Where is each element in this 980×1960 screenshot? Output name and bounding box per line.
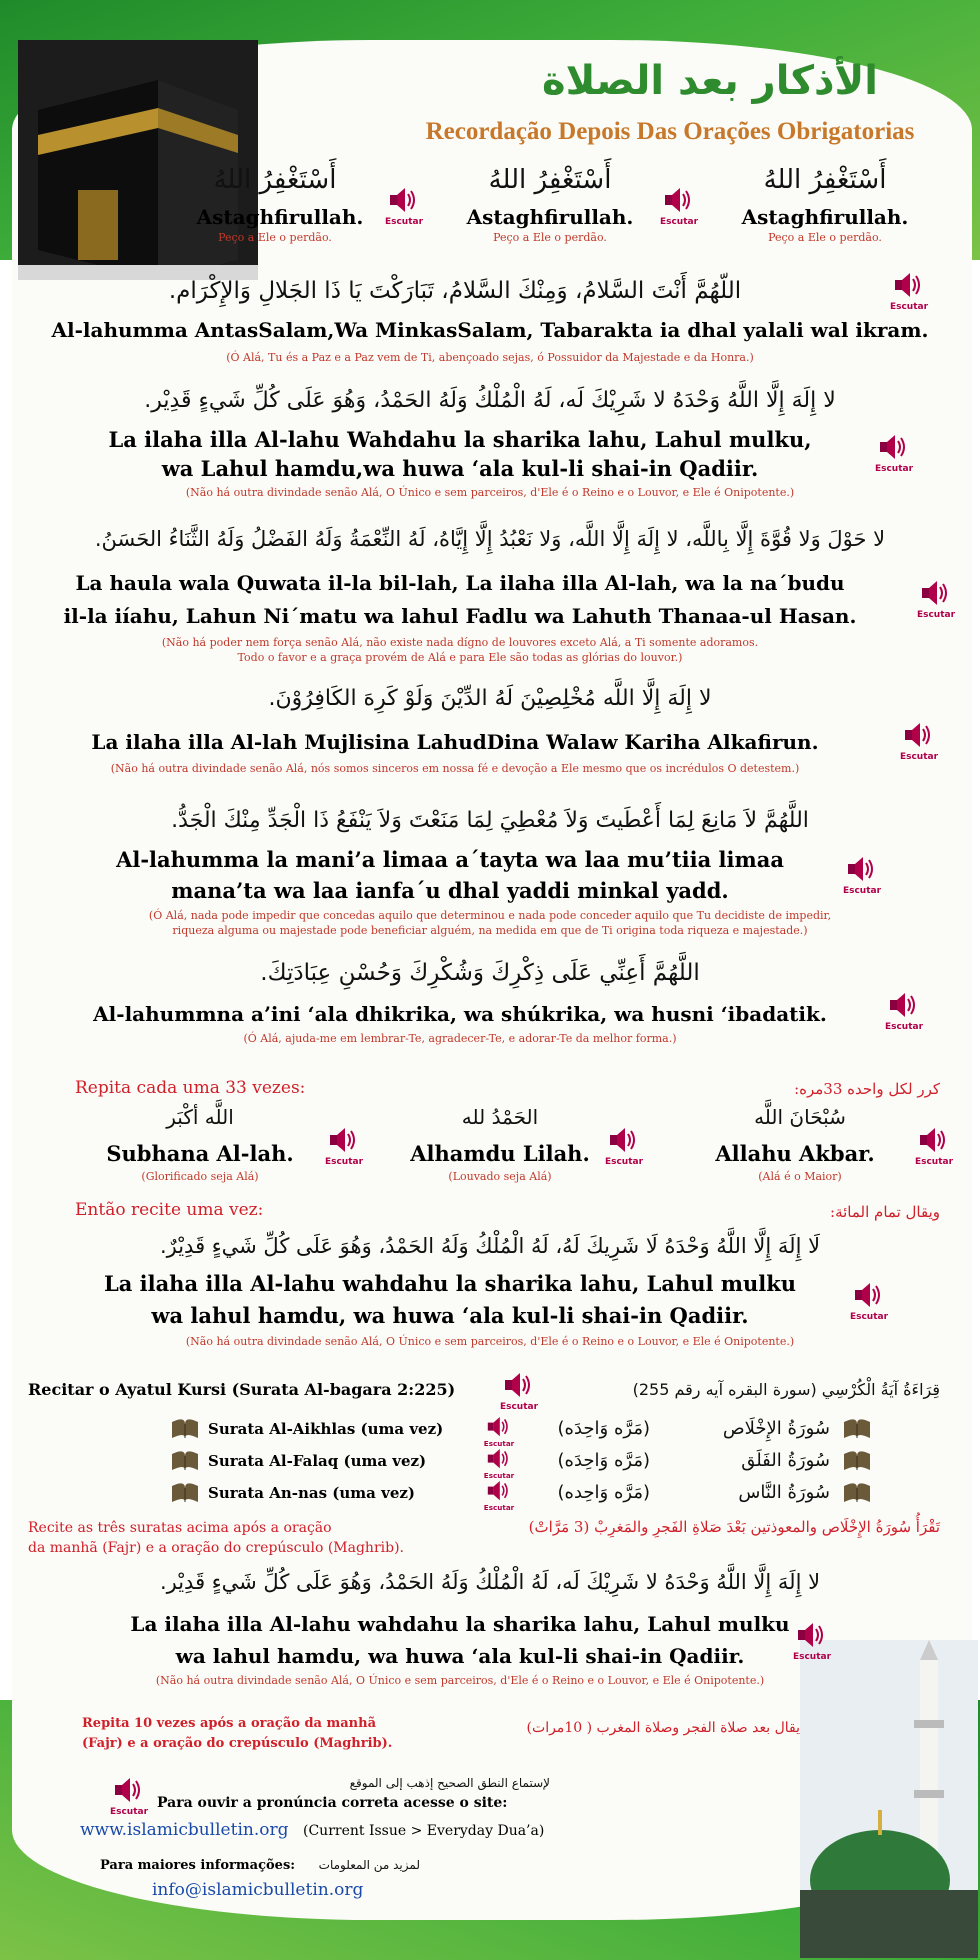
sura-name: Surata Al-Falaq (uma vez): [208, 1452, 427, 1470]
speaker-icon: [663, 185, 695, 219]
speaker-icon: [920, 578, 952, 612]
listen-button[interactable]: [788, 1620, 836, 1666]
speaker-icon: [486, 1479, 512, 1506]
final-translit: wa lahul hamdu, wa huwa ‘ala kul-li shai-in Qadiir.: [175, 1644, 745, 1668]
dua-meaning: (Ó Alá, Tu és a Paz e a Paz vem de Ti, abençoado sejas, ó Possuidor da Majestade e da Honra.): [226, 351, 754, 364]
istighfar-translit: Astaghfirullah.: [196, 205, 364, 229]
kaaba-image: [18, 40, 258, 280]
email-link[interactable]: info@islamicbulletin.org: [152, 1880, 364, 1900]
tasbih-meaning: (Alá é o Maior): [758, 1170, 842, 1183]
listen-label: Escutar: [792, 1652, 832, 1662]
dua-translit: il-la iíahu, Lahun Ni´matu wa lahul Fadlu wa Lahuth Thanaa-ul Hasan.: [63, 604, 857, 628]
listen-label: Escutar: [889, 302, 929, 312]
listen-button[interactable]: [480, 1479, 518, 1516]
listen-button[interactable]: [870, 432, 918, 478]
book-icon: [842, 1418, 872, 1440]
listen-button[interactable]: [885, 270, 933, 316]
final-meaning: (Não há outra divindade senão Alá, O Único e sem parceiros, d'Ele é o Reino e o Louvor, e Ele é Onipotente.): [155, 1674, 765, 1687]
istighfar-arabic: أَسْتَغْفِرُ اللهُ: [213, 165, 337, 195]
istighfar-translit: Astaghfirullah.: [741, 205, 909, 229]
repeat10-note: (Fajr) e a oração do crepúsculo (Maghrib).: [82, 1736, 393, 1751]
tasbih-translit: Alhamdu Lilah.: [410, 1141, 590, 1166]
speaker-icon: [893, 270, 925, 304]
istighfar-translit: Astaghfirullah.: [466, 205, 634, 229]
info-label: Para maiores informações:: [100, 1858, 296, 1873]
dua-meaning: (Não há poder nem força senão Alá, não existe nada dígno de louvores exceto Alá, a Ti somente adoramos.: [161, 636, 759, 649]
istighfar-meaning: Peço a Ele o perdão.: [493, 231, 607, 244]
sura-name-arabic: سُورَةُ الفَلَق: [741, 1450, 830, 1471]
speaker-icon: [796, 1620, 828, 1654]
listen-label: Escutar: [659, 217, 699, 227]
dua-meaning: (Ó Alá, ajuda-me em lembrar-Te, agradecer-Te, e adorar-Te da melhor forma.): [243, 1032, 677, 1045]
speaker-icon: [486, 1415, 512, 1442]
sura-times-arabic: (مَرَّه وَاحِدَه): [557, 1450, 650, 1471]
book-icon: [170, 1482, 200, 1504]
once-arabic: لَا إِلَهَ إِلَّا اللَّهُ وَحْدَهُ لَا شَرِيكَ لَهُ، لَهُ الْمُلْكُ وَلَهُ الحَمْدُ، وَهُوَ عَلَى كُلِّ شَيءٍ قَدِيْرٌ.: [159, 1234, 821, 1258]
listen-button[interactable]: [880, 990, 928, 1036]
dua-meaning: riqueza alguma ou majestade pode beneficiar alguém, na medida em que de Ti origina toda riqueza e majestade.): [172, 924, 808, 937]
suras-note: Recite as três suratas acima após a oração: [28, 1520, 332, 1536]
istighfar-meaning: Peço a Ele o perdão.: [218, 231, 332, 244]
once-translit: La ilaha illa Al-lahu wahdahu la sharika lahu, Lahul mulku: [103, 1271, 797, 1296]
tasbih-meaning: (Louvado seja Alá): [448, 1170, 552, 1183]
listen-button[interactable]: [912, 578, 960, 624]
book-icon: [842, 1450, 872, 1472]
website-link[interactable]: www.islamicbulletin.org: [80, 1820, 289, 1840]
listen-button[interactable]: [845, 1280, 893, 1326]
listen-note-arabic: لإستماع النطق الصحيح إذهب إلى الموقع: [349, 1776, 550, 1790]
dua-meaning: Todo o favor e a graça provém de Alá e para Ele são todas as glórias do louvor.): [237, 651, 683, 664]
istighfar-meaning: Peço a Ele o perdão.: [768, 231, 882, 244]
listen-label: Escutar: [899, 752, 939, 762]
dua-translit: La ilaha illa Al-lah Mujlisina LahudDina Walaw Kariha Alkafirun.: [91, 730, 819, 754]
dua-meaning: (Não há outra divindade senão Alá, O Único e sem parceiros, d'Ele é o Reino e o Louvor, e Ele é Onipotente.): [185, 486, 795, 499]
speaker-icon: [918, 1125, 950, 1159]
repeat10-note: Repita 10 vezes após a oração da manhã: [82, 1716, 376, 1731]
listen-button[interactable]: [105, 1775, 153, 1821]
speaker-icon: [878, 432, 910, 466]
dua-arabic: اللّهُمَّ أَنْتَ السَّلامُ، وَمِنْكَ السَّلامُ، تَبَارَكْتَ يَا ذَا الجَلالِ وَالإِكْرَام.: [168, 278, 742, 304]
info-label-arabic: لمزيد من المعلومات: [318, 1858, 420, 1872]
final-arabic: لا إِلَهَ إِلَّا اللَّهُ وَحْدَهُ لا شَرِيْكَ لَه، لَهُ الْمُلْكُ وَلَهُ الحَمْدُ، وَهُوَ عَلَى كُلِّ شَيءٍ قَدِيْر.: [159, 1570, 821, 1594]
page-subtitle: Recordação Depois Das Orações Obrigatorias: [425, 118, 915, 145]
istighfar-arabic: أَسْتَغْفِرُ اللهُ: [488, 165, 612, 195]
speaker-icon: [608, 1125, 640, 1159]
speaker-icon: [486, 1447, 512, 1474]
listen-button[interactable]: [495, 1370, 543, 1416]
kursi-label: Recitar o Ayatul Kursi (Surata Al-bagara 2:225): [28, 1380, 456, 1399]
website-path: (Current Issue > Everyday Dua’a): [303, 1823, 545, 1839]
tasbih-arabic: الحَمْدُ لله: [461, 1105, 539, 1129]
speaker-icon: [846, 854, 878, 888]
dua-translit: wa Lahul hamdu,wa huwa ‘ala kul-li shai-in Qadiir.: [161, 456, 759, 481]
speaker-icon: [503, 1370, 535, 1404]
listen-button[interactable]: [320, 1125, 368, 1171]
sura-times-arabic: (مَرَّه وَاحِده): [557, 1482, 650, 1503]
suras-note-arabic: تَقْرَأُ سُورَةُ الإِخْلَاص والمعوذتين بَعْدَ صَلاةِ الفَجرِ والمَغرِبْ (3 مَرَّاتْ): [528, 1518, 940, 1536]
dua-meaning: (Não há outra divindade senão Alá, nós somos sinceros em nossa fé e devoção a Ele mesmo que os incrédulos O detestem.): [110, 762, 800, 775]
listen-label: Escutar: [884, 1022, 924, 1032]
listen-label: Escutar: [874, 464, 914, 474]
book-icon: [842, 1482, 872, 1504]
mosque-image: [800, 1640, 978, 1958]
dua-arabic: اللَّهُمَّ أَعِنِّي عَلَى ذِكْرِكَ وَشُكْرِكَ وَحُسْنِ عِبَادَتِكَ.: [260, 960, 700, 986]
once-translit: wa lahul hamdu, wa huwa ‘ala kul-li shai-in Qadiir.: [151, 1303, 749, 1328]
speaker-icon: [853, 1280, 885, 1314]
once-meaning: (Não há outra divindade senão Alá, O Único e sem parceiros, d'Ele é o Reino e o Louvor, e Ele é Onipotente.): [185, 1335, 795, 1348]
listen-note: Para ouvir a pronúncia correta acesse o site:: [157, 1795, 508, 1811]
sura-name-arabic: سُورَةُ النَّاس: [738, 1482, 830, 1503]
listen-label: Escutar: [604, 1157, 644, 1167]
listen-button[interactable]: [838, 854, 886, 900]
sura-name: Surata An-nas (uma vez): [208, 1484, 415, 1502]
listen-label: Escutar: [384, 217, 424, 227]
page-title-arabic: الأذكار بعد الصلاة: [541, 58, 878, 104]
dua-translit: La haula wala Quwata il-la bil-lah, La ilaha illa Al-lah, wa la na´budu: [75, 571, 845, 595]
suras-note: da manhã (Fajr) e a oração do crepúsculo (Maghrib).: [28, 1540, 404, 1556]
sura-name: Surata Al-Aikhlas (uma vez): [208, 1420, 444, 1438]
speaker-icon: [888, 990, 920, 1024]
speaker-icon: [388, 185, 420, 219]
repeat33-label: Repita cada uma 33 vezes:: [75, 1078, 306, 1098]
dua-translit: La ilaha illa Al-lahu Wahdahu la sharika lahu, Lahul mulku,: [108, 427, 812, 452]
dua-translit: Al-lahumma la mani’a limaa a´tayta wa laa mu’tiia limaa: [116, 847, 784, 872]
once-label: Então recite uma vez:: [75, 1200, 264, 1220]
listen-button[interactable]: [600, 1125, 648, 1171]
listen-label: Escutar: [499, 1402, 539, 1412]
once-label-arabic: ويقال تمام المائة:: [830, 1203, 940, 1221]
tasbih-meaning: (Glorificado seja Alá): [141, 1170, 259, 1183]
speaker-icon: [903, 720, 935, 754]
dua-arabic: لا إِلَهَ إِلَّا اللَّه مُخْلِصِيْنَ لَهُ الدِّيْنَ وَلَوْ كَرِهَ الكَافِرُوْنَ.: [268, 686, 712, 711]
dua-arabic: لا حَوْلَ وَلا قُوَّةَ إِلَّا بِاللَّه، لا إِلَهَ إِلَّا اللَّه، وَلا نَعْبُدُ إِلَّا إِيَّاهُ، لَهُ النِّعْمَةُ وَلَهُ الفَضْلُ وَلَهُ الثَّنَاءُ الحَسَنُ.: [94, 527, 886, 551]
tasbih-row: [20, 1105, 960, 1185]
tasbih-arabic: سُبْحَانَ اللَّه: [754, 1105, 846, 1129]
repeat10-note-arabic: يقال بعد صلاة الفجر وصلاة المغرب ( 10مرات): [526, 1720, 800, 1736]
speaker-icon: [328, 1125, 360, 1159]
listen-button[interactable]: [895, 720, 943, 766]
istighfar-arabic: أَسْتَغْفِرُ اللهُ: [763, 165, 887, 195]
listen-label: Escutar: [483, 1504, 515, 1513]
dua-translit: Al-lahumma AntasSalam,Wa MinkasSalam, Tabarakta ia dhal yalali wal ikram.: [51, 318, 929, 342]
book-icon: [170, 1450, 200, 1472]
listen-button[interactable]: [910, 1125, 958, 1171]
tasbih-translit: Subhana Al-lah.: [106, 1141, 294, 1166]
istighfar-row: [196, 165, 970, 245]
listen-label: Escutar: [842, 886, 882, 896]
kursi-label-arabic: قِرَاءَةُ آيَةُ الْكُرْسِي (سورة البقره آيه رقم 255): [632, 1380, 940, 1399]
dua-arabic: اللَّهُمَّ لاَ مَانِعَ لِمَا أَعْطَيتَ وَلاَ مُعْطِيَ لِمَا مَنَعْتَ وَلاَ يَنْفَعُ ذَا الْجَدِّ مِنْكَ الْجَدُّ.: [171, 808, 809, 833]
listen-label: Escutar: [849, 1312, 889, 1322]
tasbih-translit: Allahu Akbar.: [715, 1141, 875, 1166]
listen-label: Escutar: [483, 1440, 515, 1449]
dua-translit: mana’ta wa laa ianfa´u dhal yaddi minkal yadd.: [171, 878, 729, 903]
sura-times-arabic: (مَرَّه وَاحِدَه): [557, 1418, 650, 1439]
sura-name-arabic: سُورَةُ الإِخْلَاص: [722, 1418, 830, 1439]
tasbih-arabic: اللَّه أكْبَر: [166, 1105, 234, 1129]
final-translit: La ilaha illa Al-lahu wahdahu la sharika lahu, Lahul mulku: [130, 1612, 790, 1636]
listen-label: Escutar: [483, 1472, 515, 1481]
dua-meaning: (Ó Alá, nada pode impedir que concedas aquilo que determinou e nada pode conceder aquilo que Tu decidiste de impedir,: [148, 909, 832, 922]
listen-label: Escutar: [914, 1157, 954, 1167]
dua-arabic: لا إِلَهَ إِلَّا اللَّهُ وَحْدَهُ لا شَرِيْكَ لَه، لَهُ الْمُلْكُ وَلَهُ الحَمْدُ، وَهُوَ عَلَى كُلِّ شَيءٍ قَدِيْر.: [144, 388, 836, 413]
dua-translit: Al-lahummna a’ini ‘ala dhikrika, wa shúkrika, wa husni ‘ibadatik.: [93, 1002, 827, 1026]
listen-label: Escutar: [324, 1157, 364, 1167]
book-icon: [170, 1418, 200, 1440]
listen-label: Escutar: [916, 610, 956, 620]
repeat33-label-arabic: كرر لكل واحده 33مره:: [794, 1080, 940, 1098]
listen-label: Escutar: [109, 1807, 149, 1817]
speaker-icon: [113, 1775, 145, 1809]
